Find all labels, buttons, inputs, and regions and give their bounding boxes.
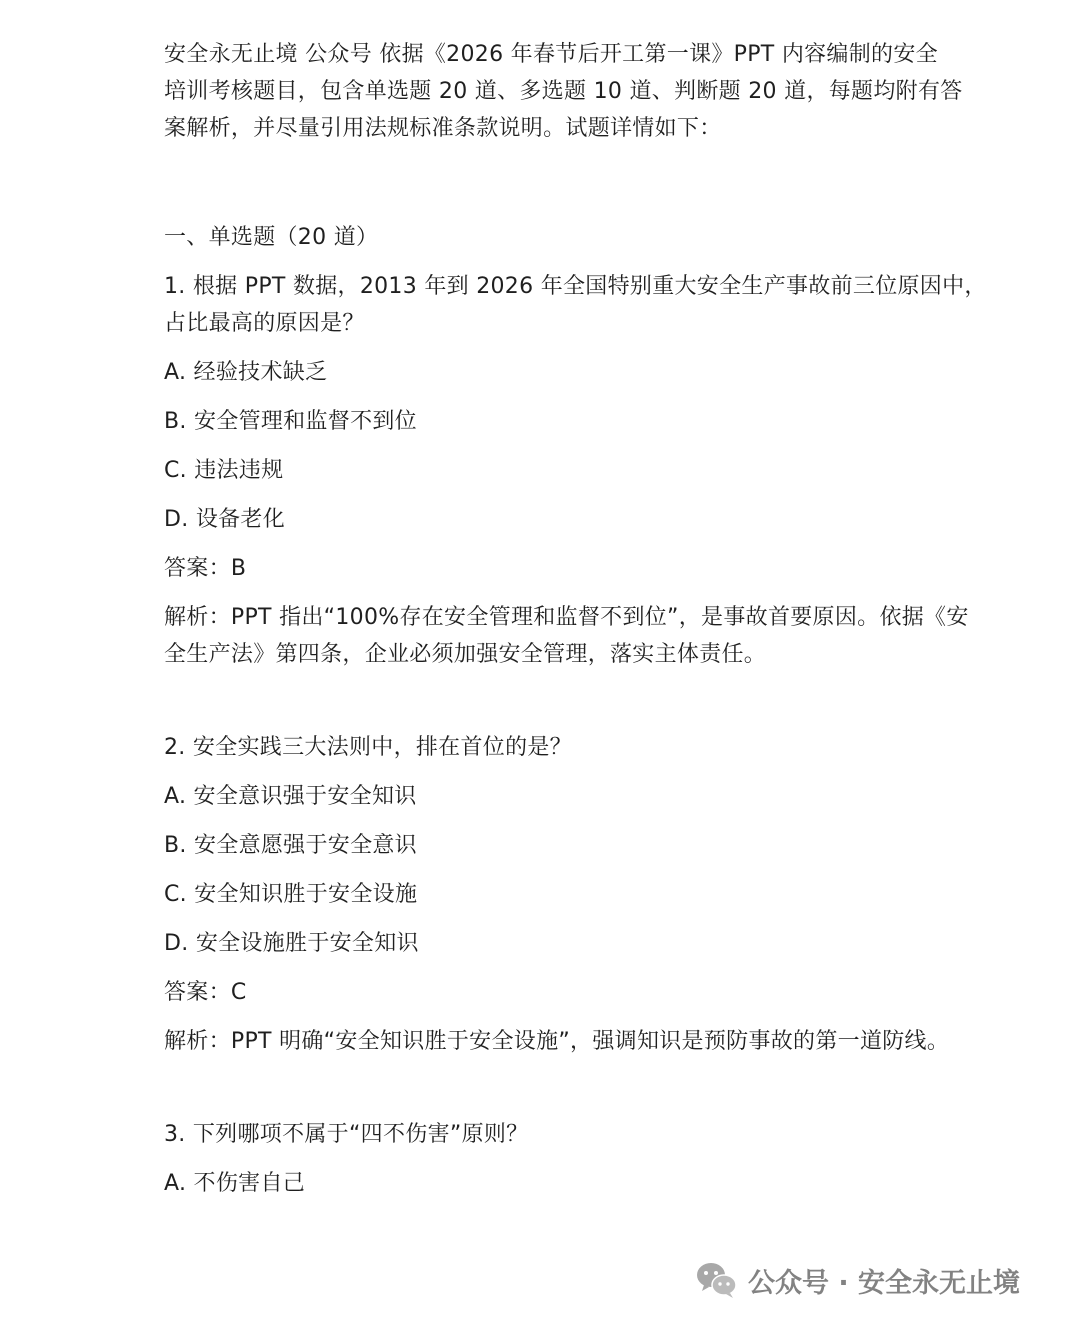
question-stem-line: 占比最高的原因是？ bbox=[164, 311, 365, 336]
option-a: A. 经验技术缺乏 bbox=[164, 360, 328, 385]
question-stem bbox=[164, 1116, 924, 1153]
question-3 bbox=[164, 1116, 924, 1202]
option-b: B. 安全意愿强于安全意识 bbox=[164, 833, 417, 858]
option-b: B. 安全管理和监督不到位 bbox=[164, 409, 417, 434]
wechat-icon bbox=[696, 1260, 738, 1300]
question-2 bbox=[164, 729, 950, 1060]
watermark-text: 公众号 · 安全永无止境 bbox=[748, 1267, 1021, 1299]
intro-line: 案解析，并尽量引用法规标准条款说明。试题详情如下： bbox=[164, 116, 722, 141]
question-stem bbox=[164, 729, 924, 766]
option-d: D. 设备老化 bbox=[164, 507, 286, 532]
intro-line: 培训考核题目，包含单选题 20 道、多选题 10 道、判断题 20 道，每题均附有答 bbox=[164, 79, 963, 104]
question-stem bbox=[164, 268, 987, 342]
analysis-line: 全生产法》第四条，企业必须加强安全管理，落实主体责任。 bbox=[164, 642, 767, 667]
analysis bbox=[164, 1023, 950, 1060]
question-stem-line: 2. 安全实践三大法则中，排在首位的是？ bbox=[164, 735, 572, 760]
intro-line: 安全永无止境 公众号 依据《2026 年春节后开工第一课》PPT 内容编制的安全 bbox=[164, 42, 938, 67]
question-stem-line: 3. 下列哪项不属于“四不伤害”原则？ bbox=[164, 1122, 529, 1147]
analysis bbox=[164, 599, 969, 673]
document-body bbox=[164, 36, 987, 1214]
option-c: C. 安全知识胜于安全设施 bbox=[164, 882, 418, 907]
analysis-line: 解析：PPT 明确“安全知识胜于安全设施”，强调知识是预防事故的第一道防线。 bbox=[164, 1029, 950, 1054]
watermark bbox=[696, 1258, 1020, 1302]
answer: 答案：B bbox=[164, 556, 247, 581]
question-1 bbox=[164, 268, 987, 673]
analysis-line: 解析：PPT 指出“100%存在安全管理和监督不到位”，是事故首要原因。依据《安 bbox=[164, 605, 969, 630]
option-a: A. 不伤害自己 bbox=[164, 1171, 306, 1196]
option-c: C. 违法违规 bbox=[164, 458, 284, 483]
intro-paragraph bbox=[164, 36, 963, 147]
option-d: D. 安全设施胜于安全知识 bbox=[164, 931, 419, 956]
option-a: A. 安全意识强于安全知识 bbox=[164, 784, 417, 809]
section-title: 一、单选题（20 道） bbox=[164, 225, 379, 250]
answer: 答案：C bbox=[164, 980, 247, 1005]
question-stem-line: 1. 根据 PPT 数据，2013 年到 2026 年全国特别重大安全生产事故前三位原因中， bbox=[164, 274, 987, 299]
